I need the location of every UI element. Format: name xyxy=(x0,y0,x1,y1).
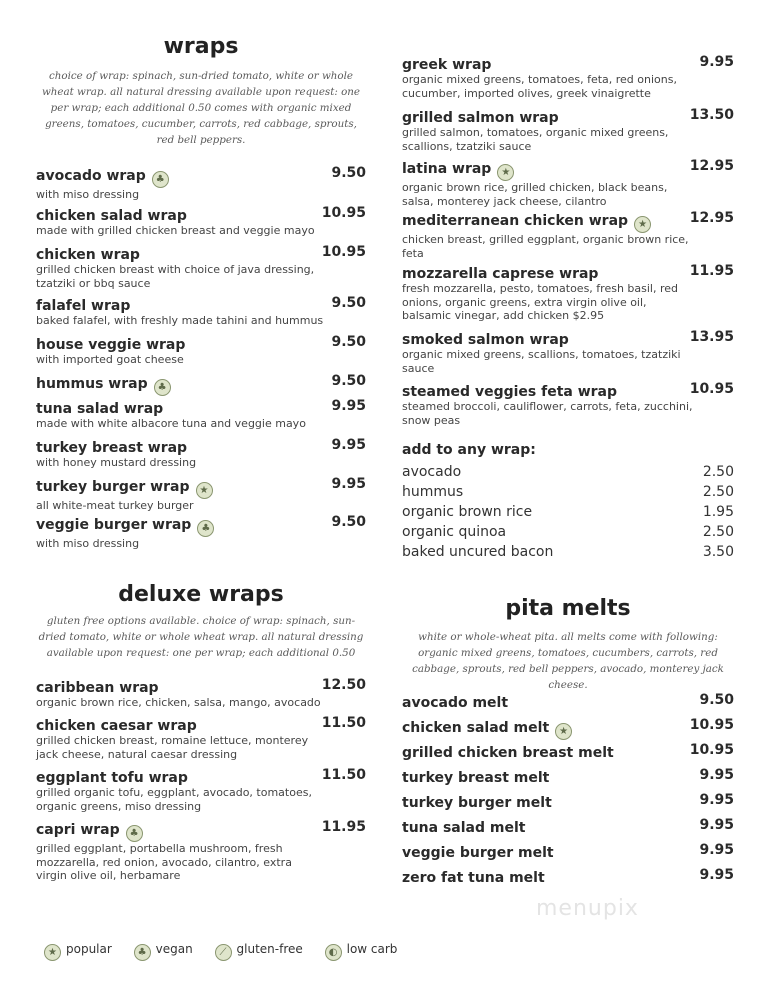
item-name: turkey breast melt xyxy=(402,770,550,786)
item-price: 9.95 xyxy=(699,842,734,858)
item-name-line xyxy=(402,263,734,282)
wraps-title: wraps xyxy=(36,34,366,59)
item-name: falafel wrap xyxy=(36,298,131,314)
item-description: steamed broccoli, cauliflower, carrots, feta, zucchini, snow peas xyxy=(402,400,693,427)
item-price: 9.50 xyxy=(331,514,366,530)
pita-intro: white or whole-wheat pita. all melts come with following: organic mixed greens, tomatoes, cucumbers, carrots, red cabbage, sprouts, red bell peppers, avocado, monterey jack cheese. xyxy=(412,631,724,691)
item-price: 10.95 xyxy=(689,717,734,733)
item-description: baked falafel, with freshly made tahini and hummus xyxy=(36,314,324,327)
addon-item xyxy=(402,484,734,500)
wraps-intro: choice of wrap: spinach, sun-dried tomato, white or whole wheat wrap. all natural dressing available upon request: one per wrap; each additional 0.50 comes with organic mixed greens, tomatoes, cucumber, carrots, red cabbage, sprouts, red bell peppers. xyxy=(41,70,361,146)
watermark: menupix xyxy=(536,896,639,921)
item-description: grilled chicken breast with choice of java dressing, tzatziki or bbq sauce xyxy=(36,263,315,290)
item-price: 9.95 xyxy=(699,817,734,833)
item-price: 11.95 xyxy=(689,263,734,279)
addon-item xyxy=(402,464,734,480)
pita-item xyxy=(402,742,734,761)
menu-item xyxy=(36,437,366,470)
item-name: grilled salmon wrap xyxy=(402,110,559,126)
item-name-line xyxy=(402,329,734,348)
item-price: 13.95 xyxy=(689,329,734,345)
item-price: 10.95 xyxy=(689,381,734,397)
item-price: 12.95 xyxy=(689,210,734,226)
star-icon: ★ xyxy=(44,944,61,961)
item-name: turkey breast wrap xyxy=(36,440,188,456)
item-name-line xyxy=(36,398,366,417)
item-price: 9.95 xyxy=(331,476,366,492)
addon-name: avocado xyxy=(402,464,462,480)
leaf-icon: ♣ xyxy=(154,379,171,396)
menu-item xyxy=(36,715,366,761)
item-description: all white-meat turkey burger xyxy=(36,499,194,512)
item-name-line xyxy=(36,373,366,396)
item-description: made with white albacore tuna and veggie mayo xyxy=(36,417,306,430)
addon-item xyxy=(402,504,734,520)
menu-item xyxy=(402,263,734,323)
item-price: 9.95 xyxy=(699,792,734,808)
star-icon: ★ xyxy=(634,216,651,233)
item-price: 9.50 xyxy=(331,165,366,181)
pita-item xyxy=(402,842,734,861)
item-name: tuna salad melt xyxy=(402,820,526,836)
addon-price: 1.95 xyxy=(702,504,734,520)
item-name: zero fat tuna melt xyxy=(402,870,545,886)
item-price: 11.95 xyxy=(321,819,366,835)
leaf-icon: ♣ xyxy=(152,171,169,188)
item-price: 9.50 xyxy=(699,692,734,708)
menu-item xyxy=(36,373,366,396)
item-description: organic mixed greens, tomatoes, feta, red onions, cucumber, imported olives, greek vinaigrette xyxy=(402,73,677,100)
pita-item xyxy=(402,867,734,886)
menu-item xyxy=(36,514,366,551)
item-price: 9.95 xyxy=(699,54,734,70)
item-name-line xyxy=(36,476,366,499)
deluxe-intro: gluten free options available. choice of wrap: spinach, sun-dried tomato, white or whole wheat wrap. all natural dressing available upon request: one per wrap; each additional 0.50 xyxy=(38,615,364,659)
menu-item xyxy=(36,767,366,813)
addon-name: hummus xyxy=(402,484,464,500)
item-name-line xyxy=(36,205,366,224)
item-description: with honey mustard dressing xyxy=(36,456,197,469)
menu-item xyxy=(36,334,366,367)
deluxe-title: deluxe wraps xyxy=(36,582,366,607)
addon-price: 2.50 xyxy=(702,464,734,480)
item-price: 10.95 xyxy=(321,244,366,260)
pita-item xyxy=(402,767,734,786)
item-name: veggie burger wrap xyxy=(36,517,192,533)
menu-item xyxy=(402,54,734,100)
menu-item xyxy=(36,476,366,513)
item-name: capri wrap xyxy=(36,822,120,838)
menu-item xyxy=(36,677,366,710)
pita-item xyxy=(402,817,734,836)
item-name-line xyxy=(36,165,366,188)
item-price: 9.50 xyxy=(331,295,366,311)
addon-price: 2.50 xyxy=(702,484,734,500)
item-name: house veggie wrap xyxy=(36,337,186,353)
addon-name: baked uncured bacon xyxy=(402,544,554,560)
pita-item xyxy=(402,792,734,811)
item-description: grilled chicken breast, romaine lettuce, monterey jack cheese, natural caesar dressing xyxy=(36,734,309,761)
item-name: turkey burger wrap xyxy=(36,479,190,495)
leaf-icon: ♣ xyxy=(197,520,214,537)
legend xyxy=(44,942,415,961)
item-name-line xyxy=(36,334,366,353)
legend-vegan: ♣ vegan xyxy=(134,942,193,961)
item-name: chicken salad wrap xyxy=(36,208,187,224)
addon-item xyxy=(402,544,734,560)
item-name-line xyxy=(402,107,734,126)
item-name-line xyxy=(36,819,366,842)
item-name: avocado wrap xyxy=(36,168,146,184)
item-description: with imported goat cheese xyxy=(36,353,184,366)
item-price: 9.50 xyxy=(331,373,366,389)
item-name: hummus wrap xyxy=(36,376,148,392)
item-name-line xyxy=(36,677,366,696)
leaf-icon: ♣ xyxy=(134,944,151,961)
item-price: 10.95 xyxy=(321,205,366,221)
item-price: 9.95 xyxy=(699,867,734,883)
item-name: chicken caesar wrap xyxy=(36,718,197,734)
addon-item xyxy=(402,524,734,540)
item-description: organic brown rice, grilled chicken, black beans, salsa, monterey jack cheese, cilantro xyxy=(402,181,668,208)
menu-item xyxy=(36,398,366,431)
menu-item xyxy=(36,244,366,290)
item-name: latina wrap xyxy=(402,161,492,177)
menu-item xyxy=(402,210,734,260)
item-price: 11.50 xyxy=(321,767,366,783)
item-name: grilled chicken breast melt xyxy=(402,745,614,761)
item-name-line xyxy=(402,210,734,233)
item-description: with miso dressing xyxy=(36,188,140,201)
item-description: with miso dressing xyxy=(36,537,140,550)
item-name: eggplant tofu wrap xyxy=(36,770,188,786)
item-name: steamed veggies feta wrap xyxy=(402,384,618,400)
menu-item xyxy=(402,107,734,153)
item-price: 12.50 xyxy=(321,677,366,693)
item-price: 10.95 xyxy=(689,742,734,758)
low-carb-icon: ◐ xyxy=(325,944,342,961)
item-name-line xyxy=(402,158,734,181)
addon-name: organic brown rice xyxy=(402,504,533,520)
item-name-line xyxy=(36,715,366,734)
item-name: chicken salad melt xyxy=(402,720,550,736)
item-name: mozzarella caprese wrap xyxy=(402,266,599,282)
item-price: 12.95 xyxy=(689,158,734,174)
star-icon: ★ xyxy=(555,723,572,740)
item-description: grilled salmon, tomatoes, organic mixed greens, scallions, tzatziki sauce xyxy=(402,126,669,153)
addon-price: 3.50 xyxy=(702,544,734,560)
item-description: grilled organic tofu, eggplant, avocado, tomatoes, organic greens, miso dressing xyxy=(36,786,312,813)
item-name: smoked salmon wrap xyxy=(402,332,569,348)
item-price: 9.95 xyxy=(331,398,366,414)
item-name-line xyxy=(402,54,734,73)
item-name-line xyxy=(36,437,366,456)
item-name: turkey burger melt xyxy=(402,795,552,811)
item-name-line xyxy=(36,767,366,786)
star-icon: ★ xyxy=(497,164,514,181)
menu-item xyxy=(36,819,366,883)
menu-item xyxy=(402,158,734,208)
item-name: caribbean wrap xyxy=(36,680,159,696)
menu-item xyxy=(402,329,734,375)
item-name: avocado melt xyxy=(402,695,509,711)
item-name: veggie burger melt xyxy=(402,845,554,861)
item-name: tuna salad wrap xyxy=(36,401,164,417)
item-name-line xyxy=(36,295,366,314)
item-price: 9.95 xyxy=(331,437,366,453)
item-name-line xyxy=(402,381,734,400)
item-price: 9.50 xyxy=(331,334,366,350)
menu-item xyxy=(402,381,734,427)
star-icon: ★ xyxy=(196,482,213,499)
item-description: chicken breast, grilled eggplant, organic brown rice, feta xyxy=(402,233,689,260)
wheat-icon: ⟋ xyxy=(215,944,232,961)
item-name: mediterranean chicken wrap xyxy=(402,213,629,229)
item-name: greek wrap xyxy=(402,57,492,73)
leaf-icon: ♣ xyxy=(126,825,143,842)
item-name-line xyxy=(36,514,366,537)
item-description: made with grilled chicken breast and veggie mayo xyxy=(36,224,315,237)
item-description: organic mixed greens, scallions, tomatoes, tzatziki sauce xyxy=(402,348,681,375)
menu-item xyxy=(36,205,366,238)
item-name: chicken wrap xyxy=(36,247,140,263)
pita-item xyxy=(402,692,734,711)
addon-name: organic quinoa xyxy=(402,524,507,540)
legend-popular: ★ popular xyxy=(44,942,112,961)
item-price: 9.95 xyxy=(699,767,734,783)
pita-title: pita melts xyxy=(402,596,734,621)
item-name-line xyxy=(36,244,366,263)
item-description: organic brown rice, chicken, salsa, mango, avocado xyxy=(36,696,321,709)
item-description: grilled eggplant, portabella mushroom, fresh mozzarella, red onion, avocado, cilantro, extra virgin olive oil, herbamare xyxy=(36,842,292,883)
legend-low-carb: ◐ low carb xyxy=(325,942,398,961)
item-price: 13.50 xyxy=(689,107,734,123)
addons-title: add to any wrap: xyxy=(402,442,536,458)
legend-gluten-free: ⟋ gluten-free xyxy=(215,942,303,961)
item-price: 11.50 xyxy=(321,715,366,731)
addon-price: 2.50 xyxy=(702,524,734,540)
menu-item xyxy=(36,295,366,328)
pita-item xyxy=(402,717,734,740)
item-description: fresh mozzarella, pesto, tomatoes, fresh basil, red onions, organic greens, extra virgin olive oil, balsamic vinegar, add chicken $2.95 xyxy=(402,282,679,323)
menu-item xyxy=(36,165,366,202)
